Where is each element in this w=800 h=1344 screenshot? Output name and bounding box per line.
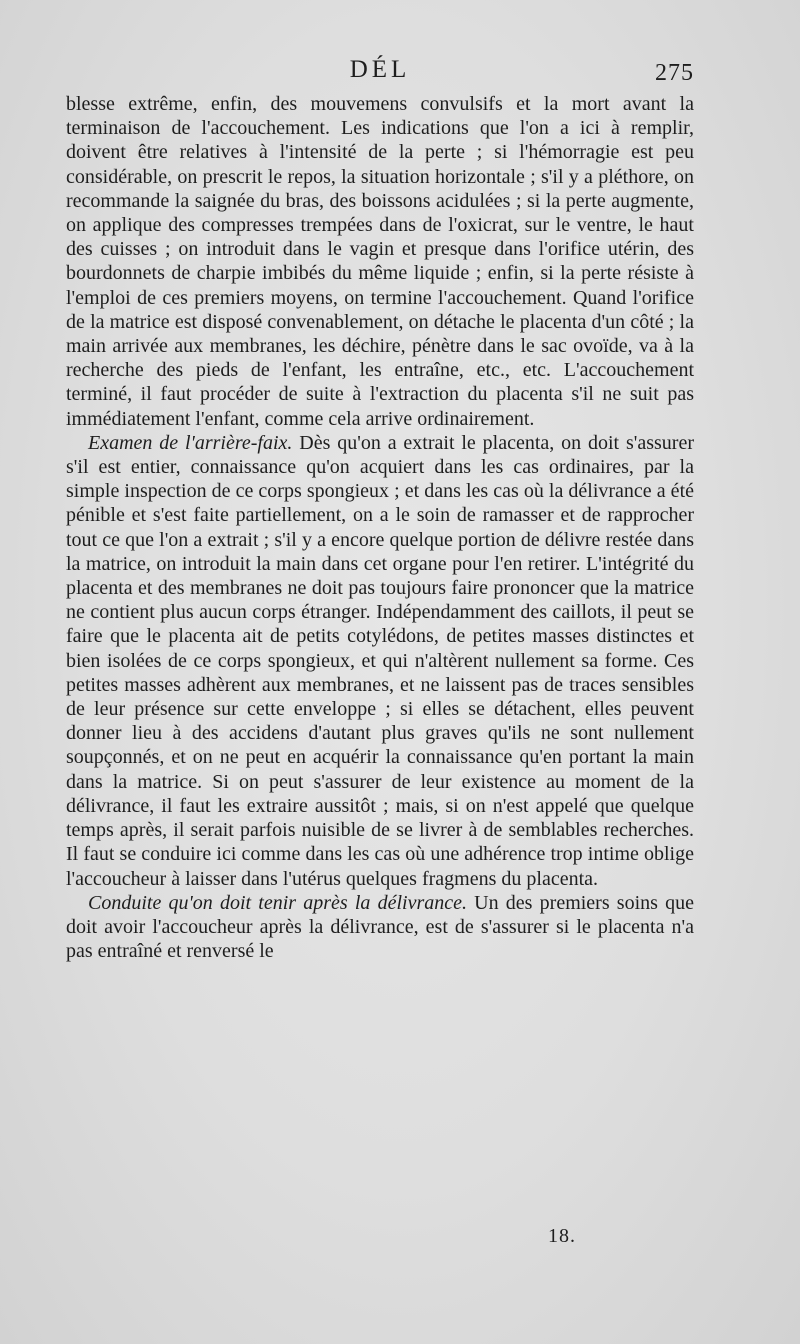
paragraph-conduite-apres-delivrance — [66, 891, 694, 964]
body-text — [66, 92, 694, 963]
paragraph-examen-arriere-faix — [66, 431, 694, 891]
paragraph-text: blesse extrême, enfin, des mouvemens convulsifs et la mort avant la terminaison de l'accouchement. Les indications que l'on a ici à remplir, doivent être relatives à l'intensité de la perte ; si l'hémorragie est peu considérable, on prescrit le repos, la situation horizontale ; s'il y a pléthore, on recommande la saignée du bras, des boissons acidulées ; si la perte augmente, on applique des compresses trempées dans de l'oxicrat, sur le ventre, le haut des cuisses ; on introduit dans le vagin et presque dans l'orifice utérin, des bourdonnets de charpie imbibés du même liquide ; enfin, si la perte résiste à l'emploi de ces premiers moyens, on termine l'accouchement. Quand l'orifice de la matrice est disposé convenablement, on détache le placenta d'un côté ; la main arrivée aux membranes, les déchire, pénètre dans le sac ovoïde, va à la recherche des pieds de l'enfant, les entraîne, etc., etc. L'accouchement terminé, il faut procéder de suite à l'extraction du placenta s'il ne suit pas immédiatement l'enfant, comme cela arrive ordinairement. — [66, 93, 694, 430]
signature-mark: 18. — [548, 1225, 576, 1247]
paragraph-continuation — [66, 92, 694, 431]
paragraph-text: Un des premiers soins que doit avoir l'accoucheur après la délivrance, est de s'assurer si le placenta n'a pas entraîné et renversé le — [66, 891, 694, 963]
section-run-in-heading: Conduite qu'on doit tenir après la délivrance. — [88, 891, 467, 914]
running-head-title: DÉL — [349, 56, 411, 83]
section-run-in-heading: Examen de l'arrière-faix. — [88, 431, 293, 454]
page-number: 275 — [655, 60, 694, 86]
paragraph-text: Dès qu'on a extrait le placenta, on doit s'assurer s'il est entier, connaissance qu'on acquiert dans les cas ordinaires, par la simple inspection de ce corps spongieux ; et dans les cas où la délivrance a été pénible et s'est faite partiellement, on a le soin de ramasser et de rapprocher tout ce que l'on a extrait ; s'il y a encore quelque portion de délivre restée dans la matrice, on introduit la main dans cet organe pour l'en retirer. L'intégrité du placenta et des membranes ne doit pas toujours faire prononcer que la matrice ne contient plus aucun corps étranger. Indépendamment des caillots, il peut se faire que le placenta ait de petits cotylédons, de petites masses distinctes et bien isolées de ce corps spongieux, et qui n'altèrent nullement sa forme. Ces petites masses adhèrent aux membranes, et ne laissent pas de traces sensibles de leur présence sur cette enveloppe ; si elles se détachent, elles peuvent donner lieu à des accidens d'autant plus graves qu'ils ne sont nullement soupçonnés, et on ne peut en acquérir la connaissance qu'en portant la main dans la matrice. Si on peut s'assurer de leur existence au moment de la délivrance, il faut les extraire aussitôt ; mais, si on n'est appelé que quelque temps après, il serait parfois nuisible de se livrer à de semblables recherches. Il faut se conduire ici comme dans les cas où une adhérence trop intime oblige l'accoucheur à laisser dans l'utérus quelques fragmens du placenta. — [66, 431, 694, 890]
running-head — [66, 56, 694, 90]
